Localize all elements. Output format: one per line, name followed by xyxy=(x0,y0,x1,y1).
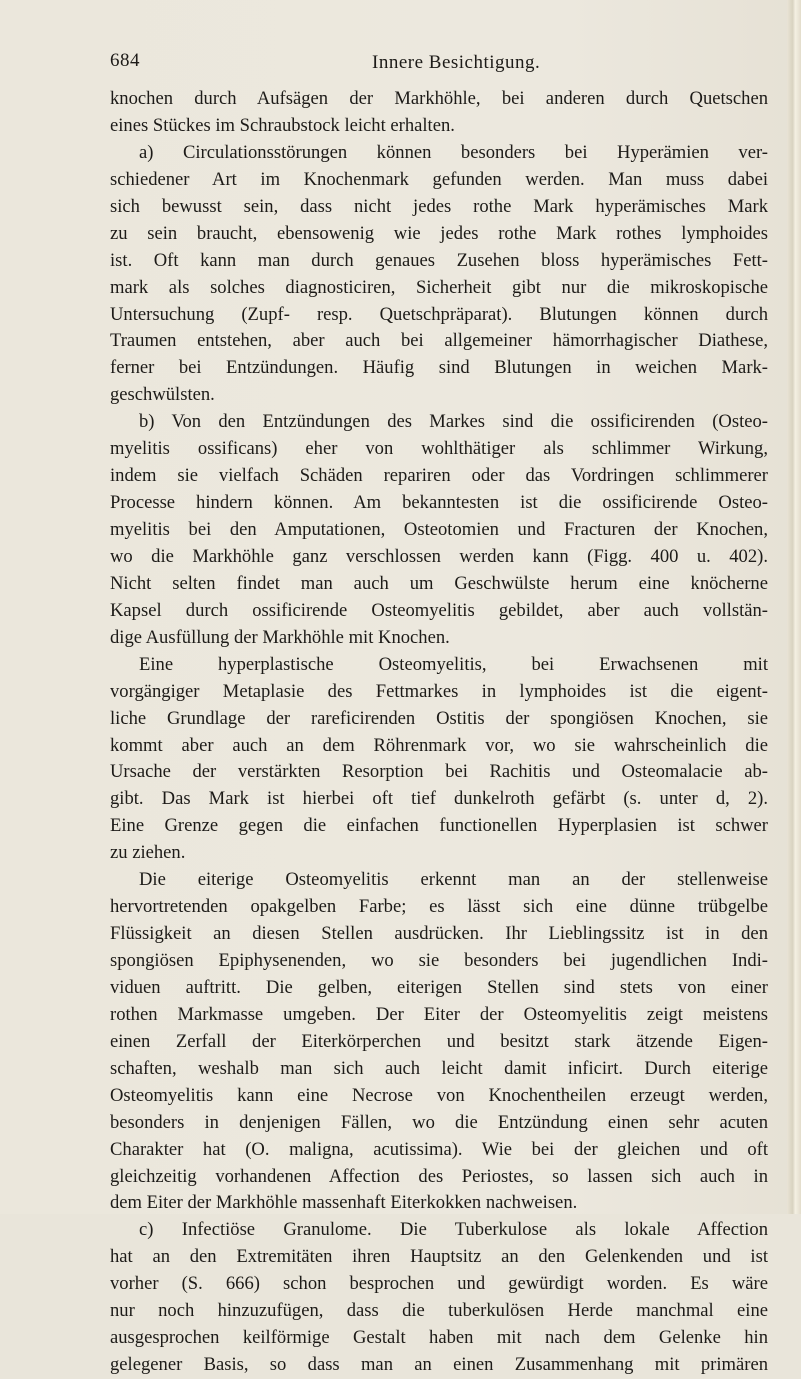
text-line: eines Stückes im Schraubstock leicht erhalten. xyxy=(110,114,455,136)
text-line: ausgesprochen keilförmige Gestalt haben mit nach dem Gelenke hin xyxy=(110,1327,768,1349)
text-line: Die eiterige Osteomyelitis erkennt man an der stellenweise xyxy=(139,869,768,891)
section-c-heading-line: c) Infectiöse Granulome. Die Tuberkulose als lokale Affection xyxy=(139,1219,768,1241)
text-line: Traumen entstehen, aber auch bei allgemeiner hämorrhagischer Diathese, xyxy=(110,330,768,352)
text-line: indem sie vielfach Schäden repariren oder das Vordringen schlimmerer xyxy=(110,465,768,487)
text-line: schaften, weshalb man sich auch leicht damit inficirt. Durch eiterige xyxy=(110,1057,768,1079)
text-line: vorgängiger Metaplasie des Fettmarkes in lymphoides ist die eigent- xyxy=(110,680,768,702)
running-head xyxy=(110,50,770,80)
text-line: gleichzeitig vorhandenen Affection des Periostes, so lassen sich auch in xyxy=(110,1165,768,1187)
text-line: Flüssigkeit an diesen Stellen ausdrücken. Ihr Lieblingssitz ist in den xyxy=(110,923,768,945)
text-line: gelegener Basis, so dass man an einen Zusammenhang mit primären xyxy=(110,1354,768,1376)
text-line: dige Ausfüllung der Markhöhle mit Knochen. xyxy=(110,626,450,648)
text-line: vorher (S. 666) schon besprochen und gewürdigt worden. Es wäre xyxy=(110,1273,768,1295)
text-line: Untersuchung (Zupf- resp. Quetschpräparat). Blutungen können durch xyxy=(110,303,768,325)
text-line: wo die Markhöhle ganz verschlossen werden kann (Figg. 400 u. 402). xyxy=(110,545,768,567)
text-line: dem Eiter der Markhöhle massenhaft Eiterkokken nachweisen. xyxy=(110,1192,578,1214)
text-line: liche Grundlage der rareficirenden Ostitis der spongiösen Knochen, sie xyxy=(110,707,768,729)
text-line: besonders in denjenigen Fällen, wo die Entzündung einen sehr acuten xyxy=(110,1111,768,1133)
text-line: spongiösen Epiphysenenden, wo sie besonders bei jugendlichen Indi- xyxy=(110,950,768,971)
page-edge-shadow xyxy=(787,0,801,1214)
body-text xyxy=(110,86,768,1379)
text-line: Processe hindern können. Am bekanntesten ist die ossificirende Osteo- xyxy=(110,492,768,514)
text-line: Osteomyelitis kann eine Necrose von Knochentheilen erzeugt werden, xyxy=(110,1084,768,1106)
text-line: mark als solches diagnosticiren, Sicherheit gibt nur die mikroskopische xyxy=(110,276,768,298)
text-line: Eine hyperplastische Osteomyelitis, bei Erwachsenen mit xyxy=(139,653,768,675)
section-b-heading-line: b) Von den Entzündungen des Markes sind die ossificirenden (Osteo- xyxy=(139,411,768,433)
text-line: schiedener Art im Knochenmark gefunden werden. Man muss dabei xyxy=(110,168,768,190)
text-line: knochen durch Aufsägen der Markhöhle, bei anderen durch Quetschen xyxy=(110,88,768,109)
text-line: gibt. Das Mark ist hierbei oft tief dunkelroth gefärbt (s. unter d, 2). xyxy=(110,788,768,810)
running-title: Innere Besichtigung. xyxy=(372,52,541,73)
text-line: zu sein braucht, ebensowenig wie jedes rothe Mark rothes lymphoides xyxy=(110,222,768,244)
text-line: hervortretenden opakgelben Farbe; es lässt sich eine dünne trübgelbe xyxy=(110,896,768,918)
text-line: nur noch hinzuzufügen, dass die tuberkulösen Herde manchmal eine xyxy=(110,1300,768,1322)
text-line: myelitis bei den Amputationen, Osteotomien und Fracturen der Knochen, xyxy=(110,519,768,540)
text-line: zu ziehen. xyxy=(110,842,186,864)
text-line: Ursache der verstärkten Resorption bei Rachitis und Osteomalacie ab- xyxy=(110,761,768,783)
text-line: Eine Grenze gegen die einfachen functionellen Hyperplasien ist schwer xyxy=(110,815,768,837)
text-line: geschwülsten. xyxy=(110,384,215,406)
text-line: ferner bei Entzündungen. Häufig sind Blutungen in weichen Mark- xyxy=(110,357,768,379)
text-line: hat an den Extremitäten ihren Hauptsitz an den Gelenkenden und ist xyxy=(110,1246,768,1268)
text-line: ist. Oft kann man durch genaues Zusehen bloss hyperämisches Fett- xyxy=(110,249,768,271)
text-line: kommt aber auch an dem Röhrenmark vor, wo sie wahrscheinlich die xyxy=(110,734,768,756)
page-number: 684 xyxy=(110,50,140,71)
text-line: Kapsel durch ossificirende Osteomyelitis gebildet, aber auch vollstän- xyxy=(110,599,768,621)
section-a-heading-line: a) Circulationsstörungen können besonders bei Hyperämien ver- xyxy=(139,141,768,163)
text-line: einen Zerfall der Eiterkörperchen und besitzt stark ätzende Eigen- xyxy=(110,1030,768,1052)
text-line: sich bewusst sein, dass nicht jedes rothe Mark hyperämisches Mark xyxy=(110,195,768,217)
text-line: Nicht selten findet man auch um Geschwülste herum eine knöcherne xyxy=(110,572,768,594)
text-line: myelitis ossificans) eher von wohlthätiger als schlimmer Wirkung, xyxy=(110,438,768,460)
text-line: viduen auftritt. Die gelben, eiterigen Stellen sind stets von einer xyxy=(110,976,768,998)
text-line: rothen Markmasse umgeben. Der Eiter der Osteomyelitis zeigt meistens xyxy=(110,1003,768,1025)
text-line: Charakter hat (O. maligna, acutissima). Wie bei der gleichen und oft xyxy=(110,1138,768,1160)
